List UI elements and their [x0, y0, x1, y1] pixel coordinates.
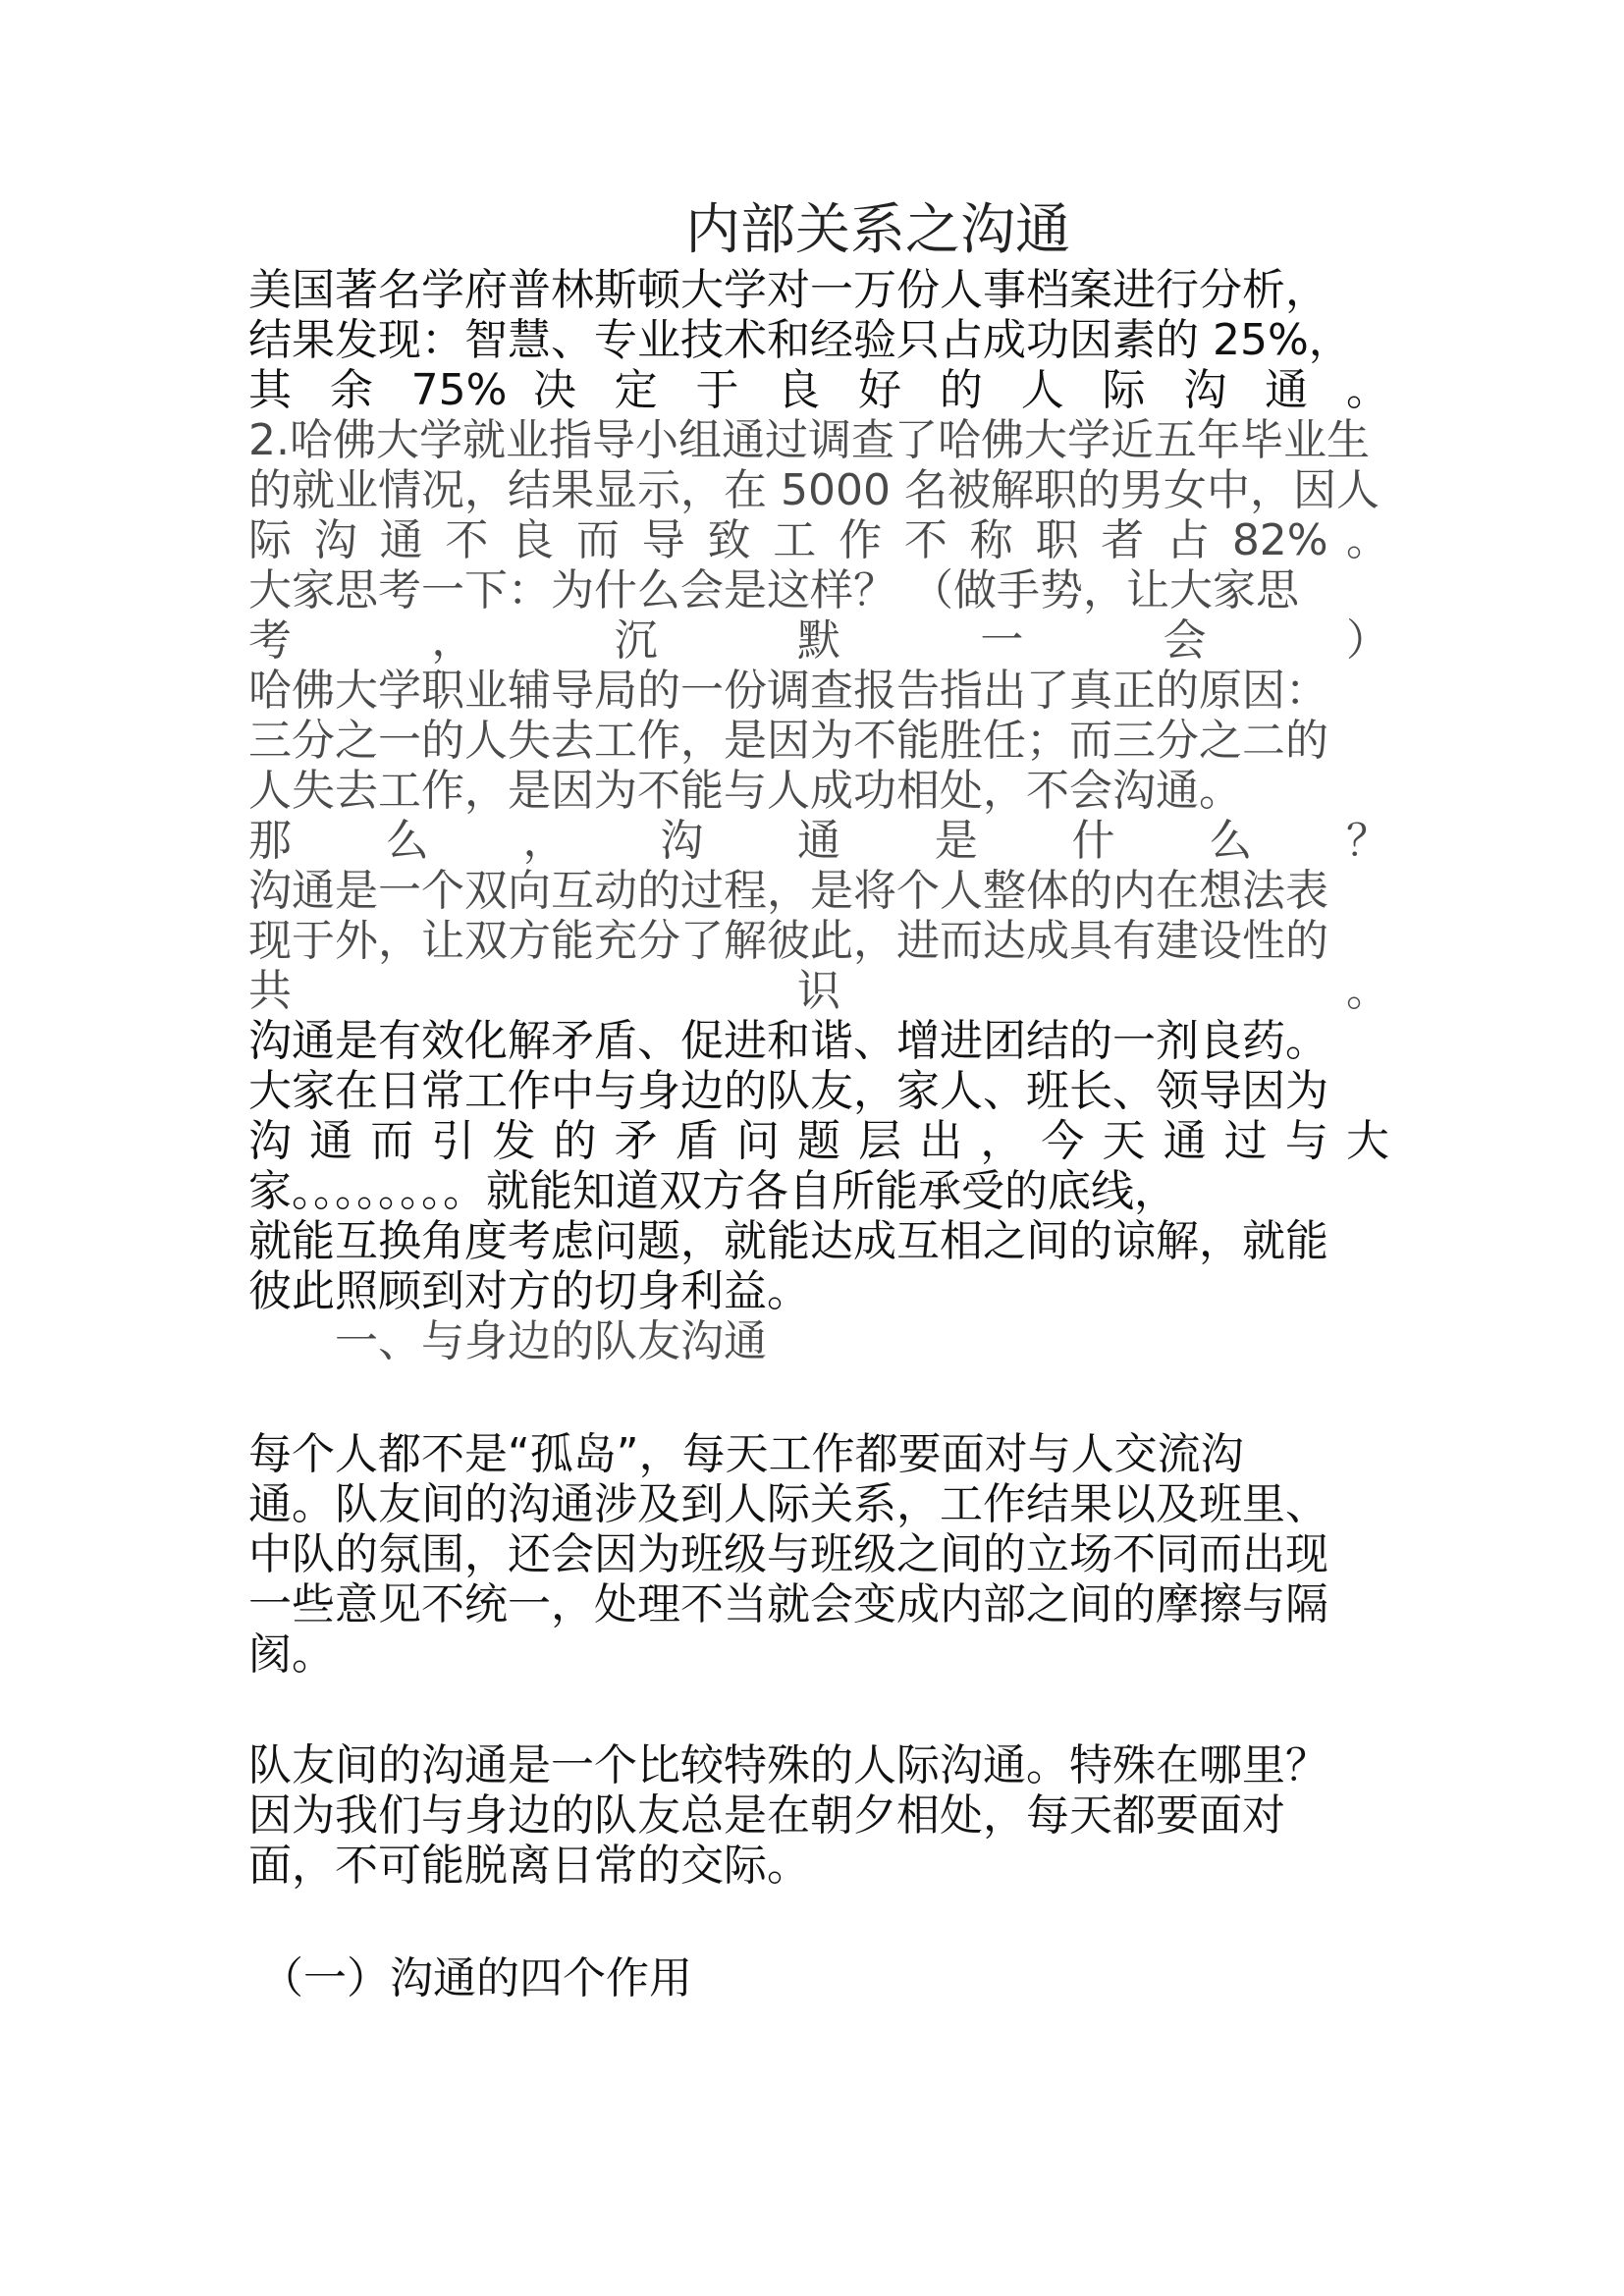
- paragraph-line: 彼此照顾到对方的切身利益。: [248, 1266, 810, 1316]
- spacer: [248, 1366, 1389, 1429]
- paragraph-line: 沟 通 而 引 发 的 矛 盾 问 题 层 出 ， 今 天 通 过 与 大: [248, 1116, 1389, 1166]
- paragraph-line: 三分之一的人失去工作，是因为不能胜任；而三分之二的: [248, 716, 1328, 766]
- paragraph-line: 阂。: [248, 1629, 335, 1680]
- spacer: [248, 1891, 1389, 1953]
- special-communication-paragraph: [248, 1740, 1389, 1891]
- paragraph-line: 因为我们与身边的队友总是在朝夕相处，每天都要面对: [248, 1790, 1285, 1841]
- paragraph-line: 队友间的沟通是一个比较特殊的人际沟通。特殊在哪里？: [248, 1740, 1328, 1790]
- paragraph-line: 家。。。。。。。。就能知道双方各自所能承受的底线，: [248, 1166, 1177, 1216]
- paragraph-line: 沟通是有效化解矛盾、促进和谐、增进团结的一剂良药。: [248, 1016, 1328, 1066]
- document-page: [248, 196, 1389, 2003]
- paragraph-line: 2.哈佛大学就业指导小组通过调查了哈佛大学近五年毕业生: [248, 415, 1370, 465]
- paragraph-line: 一些意见不统一，处理不当就会变成内部之间的摩擦与隔: [248, 1579, 1328, 1629]
- spacer: [248, 1680, 1389, 1740]
- paragraph-line: 每个人都不是“孤岛”，每天工作都要面对与人交流沟: [248, 1429, 1244, 1479]
- teammates-paragraph: [248, 1429, 1389, 1680]
- paragraph-line: 结果发现：智慧、专业技术和经验只占成功因素的 25%，: [248, 315, 1352, 365]
- paragraph-line: 哈佛大学职业辅导局的一份调查报告指出了真正的原因：: [248, 666, 1328, 716]
- paragraph-line: 考 ， 沉 默 一 会 ）: [248, 615, 1389, 666]
- paragraph-line: 的就业情况，结果显示，在 5000 名被解职的男女中，因人: [248, 465, 1380, 515]
- section-heading-1: 一、与身边的队友沟通: [335, 1316, 767, 1366]
- paragraph-line: 那 么 ， 沟 通 是 什 么 ？: [248, 816, 1389, 866]
- section-heading-2: （一）沟通的四个作用: [260, 1953, 692, 2003]
- intro-block: [248, 265, 1389, 1316]
- paragraph-line: 其 余 75% 决 定 于 良 好 的 人 际 沟 通 。: [248, 365, 1389, 415]
- paragraph-line: 通。队友间的沟通涉及到人际关系，工作结果以及班里、: [248, 1479, 1328, 1529]
- paragraph-line: 美国著名学府普林斯顿大学对一万份人事档案进行分析，: [248, 265, 1328, 315]
- paragraph-line: 就能互换角度考虑问题，就能达成互相之间的谅解，就能: [248, 1216, 1328, 1266]
- paragraph-line: 大家思考一下：为什么会是这样？ （做手势，让大家思: [248, 565, 1299, 615]
- paragraph-line: 人失去工作，是因为不能与人成功相处，不会沟通。: [248, 766, 1242, 816]
- paragraph-line: 现于外，让双方能充分了解彼此，进而达成具有建设性的: [248, 916, 1328, 966]
- paragraph-line: 中队的氛围，还会因为班级与班级之间的立场不同而出现: [248, 1529, 1328, 1579]
- paragraph-line: 际 沟 通 不 良 而 导 致 工 作 不 称 职 者 占 82% 。: [248, 515, 1389, 565]
- paragraph-line: 沟通是一个双向互动的过程，是将个人整体的内在想法表: [248, 866, 1328, 916]
- paragraph-line: 大家在日常工作中与身边的队友，家人、班长、领导因为: [248, 1066, 1328, 1116]
- paragraph-line: 共 识 。: [248, 966, 1389, 1016]
- paragraph-line: 面，不可能脱离日常的交际。: [248, 1841, 810, 1891]
- document-title: 内部关系之沟通: [685, 198, 1070, 262]
